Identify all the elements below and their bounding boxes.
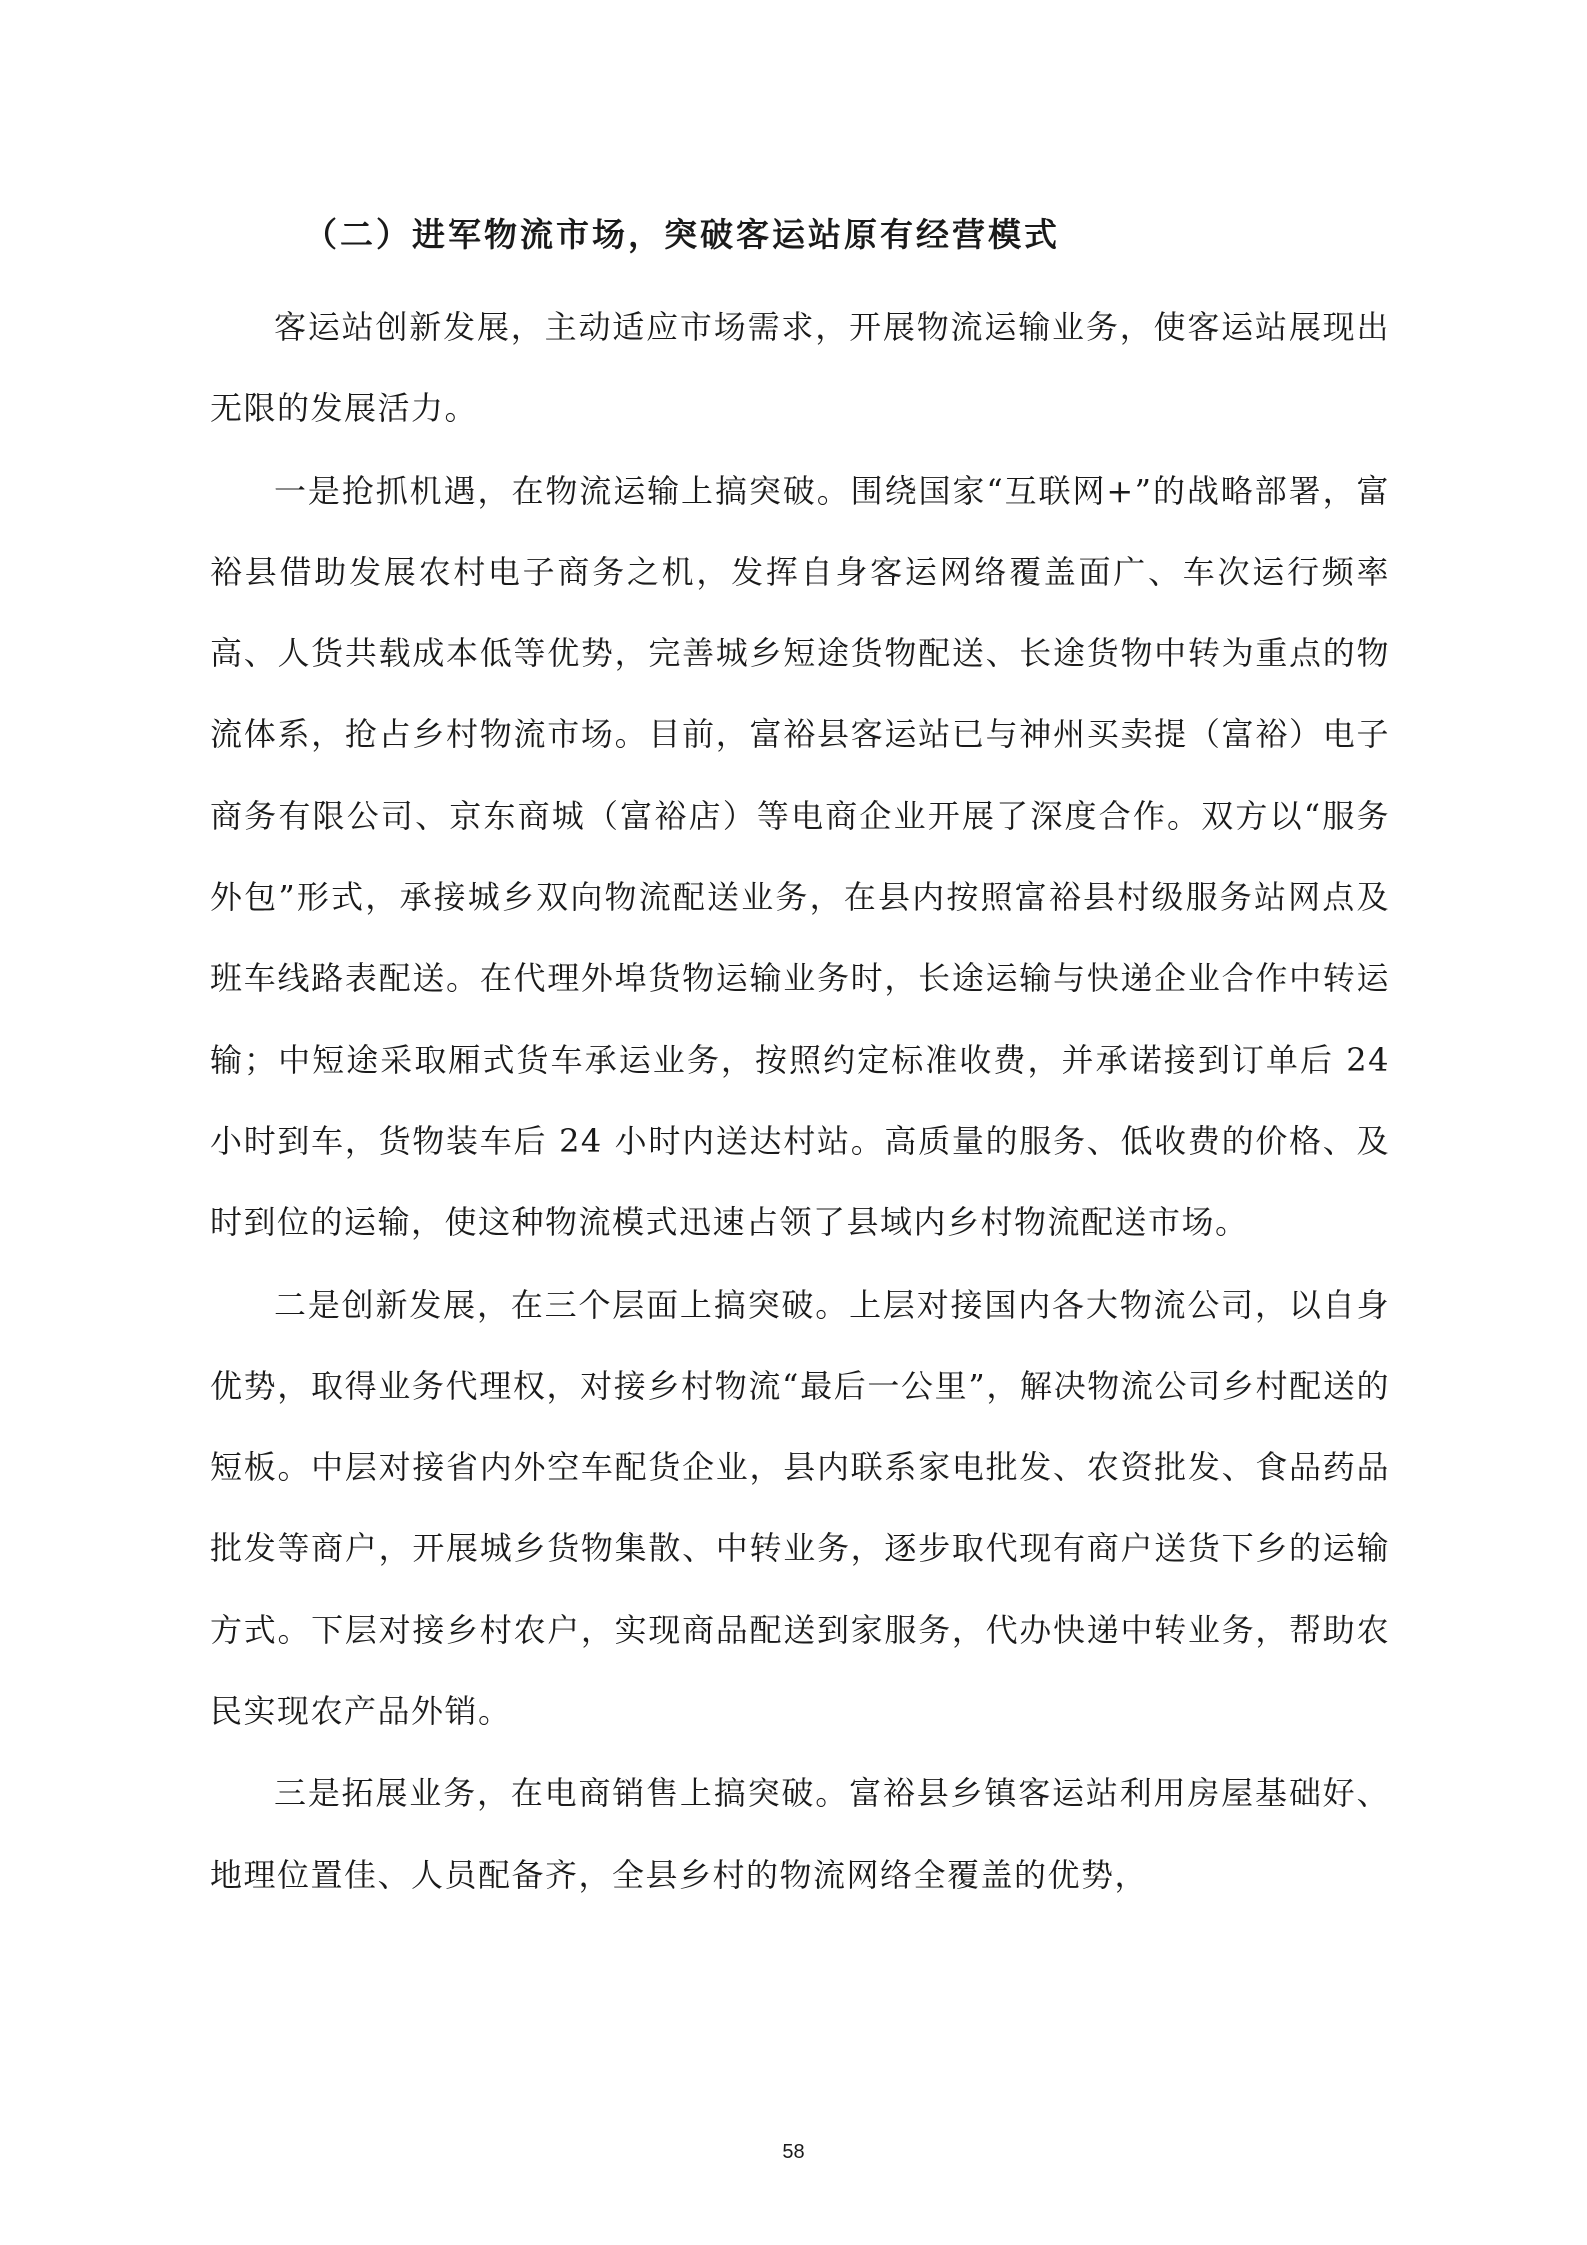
paragraph-three-levels: 二是创新发展，在三个层面上搞突破。上层对接国内各大物流公司，以自身优势，取得业务代理权，对接乡村物流“最后一公里”，解决物流公司乡村配送的短板。中层对接省内外空车配货企业，县内联系家电批发、农资批发、食品药品批发等商户，开展城乡货物集散、中转业务，逐步取代现有商户送货下乡的运输方式。下层对接乡村农户，实现商品配送到家服务，代办快递中转业务，帮助农民实现农产品外销。: [210, 1285, 1390, 1731]
paragraph-ecommerce: 三是拓展业务，在电商销售上搞突破。富裕县乡镇客运站利用房屋基础好、地理位置佳、人员配备齐，全县乡村的物流网络全覆盖的优势，: [210, 1774, 1390, 1894]
paragraph-intro: 客运站创新发展，主动适应市场需求，开展物流运输业务，使客运站展现出无限的发展活力。: [210, 308, 1390, 428]
section-heading: （二）进军物流市场，突破客运站原有经营模式: [304, 215, 1060, 254]
page-number: 58: [782, 2141, 805, 2163]
paragraph-logistics-breakthrough: 一是抢抓机遇，在物流运输上搞突破。围绕国家“互联网+”的战略部署，富裕县借助发展农村电子商务之机，发挥自身客运网络覆盖面广、车次运行频率高、人货共载成本低等优势，完善城乡短途货物配送、长途货物中转为重点的物流体系，抢占乡村物流市场。目前，富裕县客运站已与神州买卖提（富裕）电子商务有限公司、京东商城（富裕店）等电商企业开展了深度合作。双方以“服务外包”形式，承接城乡双向物流配送业务，在县内按照富裕县村级服务站网点及班车线路表配送。在代理外埠货物运输业务时，长途运输与快递企业合作中转运输；中短途采取厢式货车承运业务，按照约定标准收费，并承诺接到订单后 24 小时到车，货物装车后 24 小时内送达村站。高质量的服务、低收费的价格、及时到位的运输，使这种物流模式迅速占领了县域内乡村物流配送市场。: [210, 471, 1390, 1242]
body-text: [210, 287, 1390, 1917]
